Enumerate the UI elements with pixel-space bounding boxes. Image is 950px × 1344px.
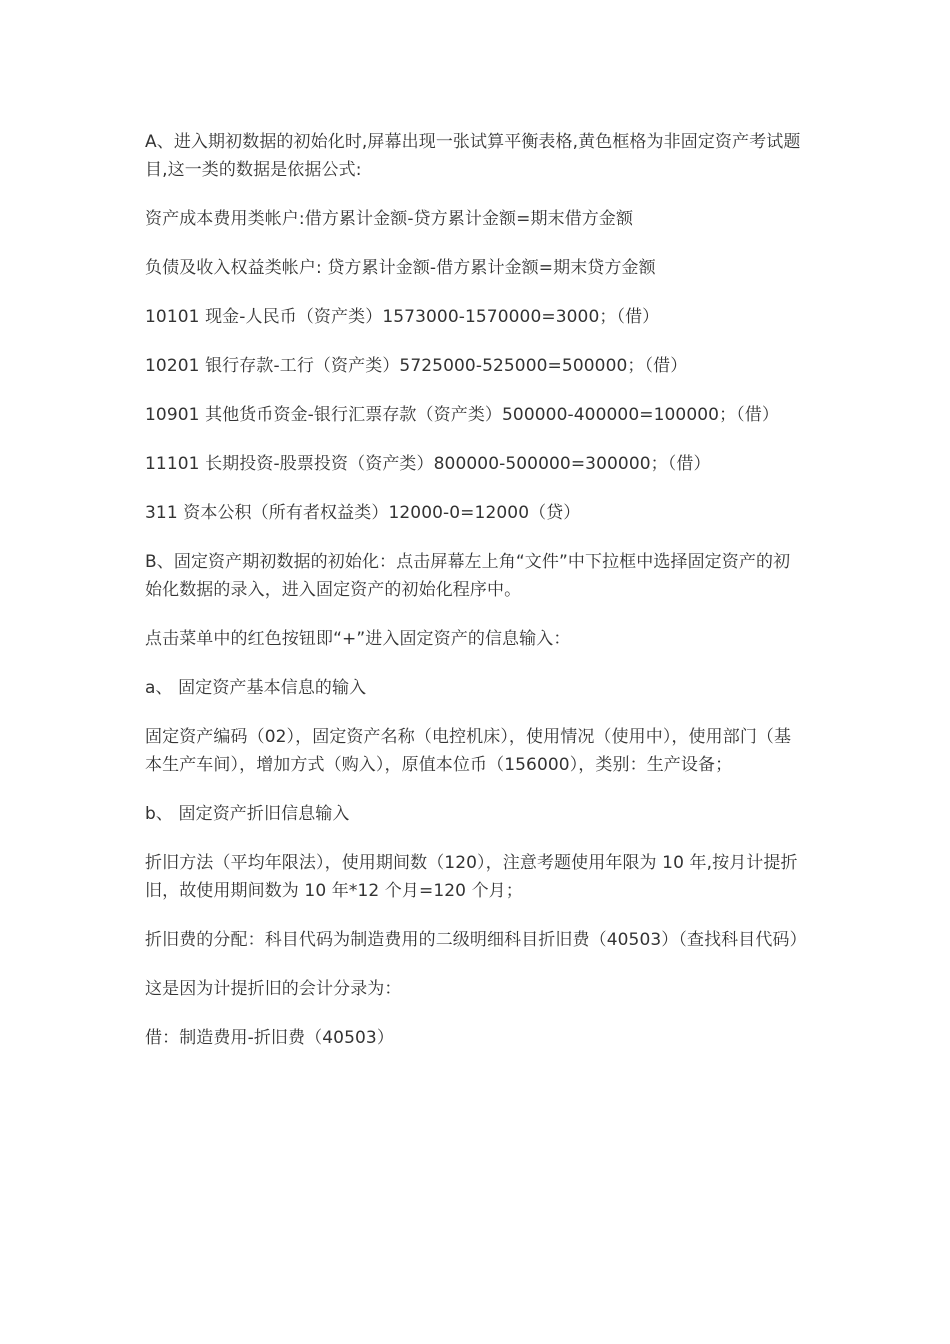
paragraph-liability-formula: 负债及收入权益类帐户: 贷方累计金额-借方累计金额=期末贷方金额 bbox=[145, 258, 656, 278]
paragraph-account-10901: 10901 其他货币资金-银行汇票存款（资产类）500000-400000=100000；（借） bbox=[145, 405, 779, 425]
paragraph-asset-info: 固定资产编码（02），固定资产名称（电控机床），使用情况（使用中），使用部门（基本生产车间），增加方式（购入），原值本位币（156000），类别：生产设备； bbox=[145, 727, 792, 775]
paragraph-red-button: 点击菜单中的红色按钮即“+”进入固定资产的信息输入： bbox=[145, 629, 571, 649]
paragraph-depreciation-method: 折旧方法（平均年限法），使用期间数（120），注意考题使用年限为 10 年,按月计提折旧，故使用期间数为 10 年*12 个月=120 个月； bbox=[145, 853, 798, 901]
paragraph-b-heading: b、 固定资产折旧信息输入 bbox=[145, 804, 350, 824]
paragraph-account-10201: 10201 银行存款-工行（资产类）5725000-525000=500000；（借） bbox=[145, 356, 688, 376]
paragraph-depreciation-allocation: 折旧费的分配：科目代码为制造费用的二级明细科目折旧费（40503）（查找科目代码） bbox=[145, 930, 807, 950]
paragraph-journal-intro: 这是因为计提折旧的会计分录为： bbox=[145, 979, 402, 999]
paragraph-b-intro: B、固定资产期初数据的初始化：点击屏幕左上角“文件”中下拉框中选择固定资产的初始化数据的录入，进入固定资产的初始化程序中。 bbox=[145, 552, 791, 600]
paragraph-a-heading: a、 固定资产基本信息的输入 bbox=[145, 678, 367, 698]
paragraph-account-10101: 10101 现金-人民币（资产类）1573000-1570000=3000；（借） bbox=[145, 307, 660, 327]
paragraph-journal-debit: 借：制造费用-折旧费（40503） bbox=[145, 1028, 394, 1048]
document-body bbox=[145, 128, 805, 1073]
paragraph-asset-formula: 资产成本费用类帐户:借方累计金额-贷方累计金额=期末借方金额 bbox=[145, 209, 634, 229]
paragraph-account-11101: 11101 长期投资-股票投资（资产类）800000-500000=300000；（借） bbox=[145, 454, 711, 474]
paragraph-a-intro: A、进入期初数据的初始化时,屏幕出现一张试算平衡表格,黄色框格为非固定资产考试题目,这一类的数据是依据公式: bbox=[145, 132, 801, 180]
paragraph-account-311: 311 资本公积（所有者权益类）12000-0=12000（贷） bbox=[145, 503, 581, 523]
